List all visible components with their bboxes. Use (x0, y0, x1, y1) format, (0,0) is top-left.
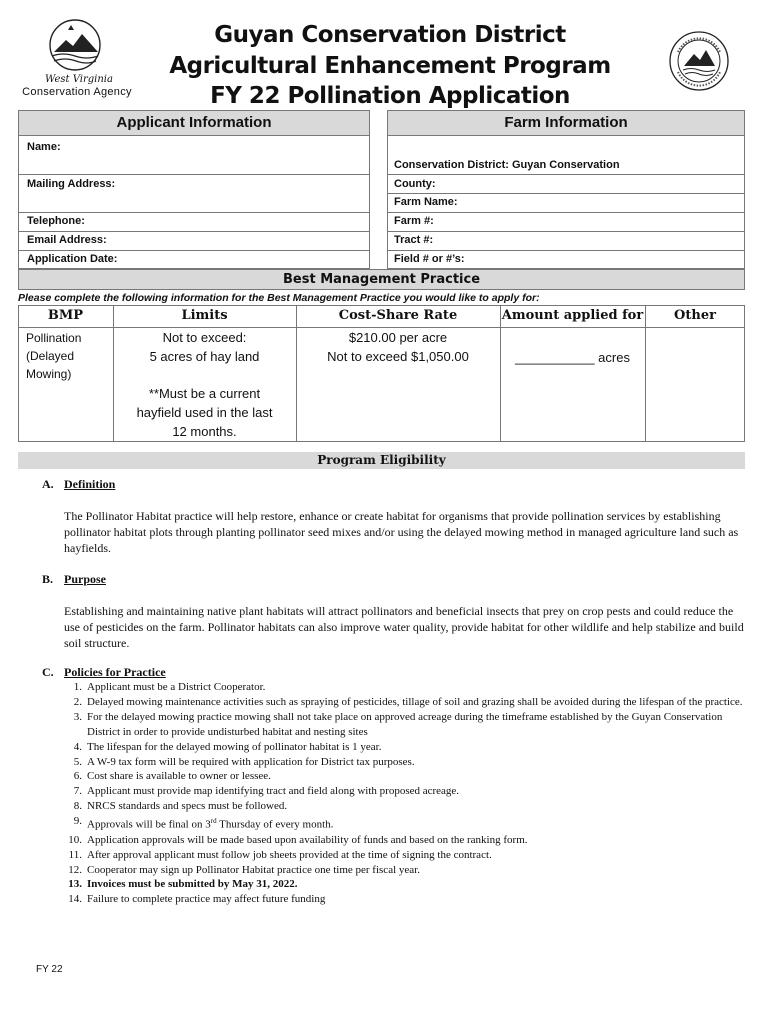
policies-heading (42, 665, 166, 680)
bmp-practice-line3: Mowing) (26, 367, 72, 381)
farm-name-label: Farm Name: (394, 196, 458, 208)
title-line-3: FY 22 Pollination Application (210, 83, 570, 109)
conservation-district-label: Conservation District: Guyan Conservation (394, 159, 620, 171)
policies-letter: C. (42, 665, 54, 679)
limits-cell (113, 328, 296, 441)
farm-number-label: Farm #: (394, 215, 434, 227)
title-line-2: Agricultural Enhancement Program (169, 52, 611, 79)
policy-item: 13. Invoices must be submitted by May 31, 2022. (68, 878, 298, 891)
policy-item: 10. Application approvals will be made based upon availability of funds and based on the ranking form. (68, 833, 528, 846)
bmp-heading: Best Management Practice (18, 269, 745, 290)
application-date-label: Application Date: (27, 253, 118, 265)
rate-line1: $210.00 per acre (348, 330, 448, 345)
col-header-limits: Limits (181, 308, 228, 323)
cost-share-cell (296, 328, 500, 366)
policy-item: 6. Cost share is available to owner or lessee. (73, 770, 271, 783)
rate-line2: Not to exceed $1,050.00 (327, 349, 469, 364)
purpose-letter: B. (42, 572, 54, 586)
policy-item: 11. After approval applicant must follow job sheets provided at the time of signing the contract. (68, 848, 492, 861)
definition-letter: A. (42, 477, 54, 491)
col-header-cost-share: Cost-Share Rate (338, 308, 458, 323)
bmp-instruction: Please complete the following information for the Best Management Practice you would like to apply for: (18, 292, 540, 304)
bmp-practice-line1: Pollination (26, 331, 82, 345)
limits-line1: Not to exceed: (162, 330, 247, 345)
page-title (150, 20, 630, 112)
applicant-info-heading: Applicant Information (18, 110, 370, 136)
telephone-label: Telephone: (27, 215, 85, 227)
title-line-1: Guyan Conservation District (214, 22, 566, 48)
definition-title: Definition (64, 477, 116, 491)
limits-line5: 12 months. (172, 424, 237, 439)
limits-line2: 5 acres of hay land (149, 349, 260, 364)
definition-text: The Pollinator Habitat practice will help restore, enhance or create habitat for organisms that provide pollination services by establishing pollinator habitat plots through planting pollinator seed mixes and/or using the delayed mowing method in managed agriculture land such as hayfields. (64, 509, 739, 555)
policy-item: 4. The lifespan for the delayed mowing of pollinator habitat is 1 year. (73, 740, 382, 753)
policy-item: 1. Applicant must be a District Cooperator. (73, 681, 266, 693)
field-number-label: Field # or #’s: (394, 253, 465, 265)
county-label: County: (394, 178, 436, 190)
agency-logo-line2: Conservation Agency (22, 86, 132, 98)
policy-item: 8. NRCS standards and specs must be followed. (73, 800, 288, 813)
policy-item: 5. A W-9 tax form will be required with application for District tax purposes. (73, 755, 415, 768)
col-header-bmp: BMP (47, 308, 84, 323)
eligibility-heading: Program Eligibility (18, 452, 745, 469)
policy-item: 12. Cooperator may sign up Pollinator Habitat practice one time per fiscal year. (68, 863, 420, 876)
agency-logo-line1: West Virginia (45, 74, 113, 85)
wv-conservation-agency-logo (18, 18, 136, 102)
purpose-title: Purpose (64, 572, 106, 586)
policies-list (60, 680, 750, 907)
agency-seal-icon (18, 18, 136, 76)
definition-heading (42, 477, 115, 492)
limits-line4: hayfield used in the last (136, 405, 273, 420)
col-header-other: Other (674, 308, 716, 323)
footer-label: FY 22 (36, 964, 63, 975)
policies-title: Policies for Practice (64, 665, 166, 679)
tract-number-label: Tract #: (394, 234, 434, 246)
name-label: Name: (27, 141, 61, 153)
policy-item: 14. Failure to complete practice may affect future funding (68, 893, 326, 906)
purpose-text: Establishing and maintaining native plant habitats will attract pollinators and beneficial insects that prey on crop pests and could reduce the use of pesticides on the farm. Pollinator habitats can also improve water quality, provide habitat for other wildlife and help stabilize and build soil structure. (64, 604, 744, 650)
policy-item: 9. Approvals will be final on 3rd Thursday of every month. (73, 815, 334, 831)
policy-item: 2. Delayed mowing maintenance activities such as spraying of pesticides, tillage of soil and grazing shall be avoided during the lifespan of the practice. (73, 695, 743, 708)
policy-item: 7. Applicant must provide map identifying tract and field along with proposed acreage. (73, 785, 460, 798)
district-seal-icon (668, 30, 730, 92)
policy-item: 3. For the delayed mowing practice mowing shall not take place on approved acreage during the timeframe established by the Guyan Conservation District in order to provide undisturbed habitat and nesting sites (73, 710, 723, 738)
amount-applied-field[interactable]: ___________ acres (515, 350, 630, 365)
email-address-label: Email Address: (27, 234, 107, 246)
col-header-amount: Amount applied for (501, 308, 644, 323)
purpose-heading (42, 572, 106, 587)
bmp-practice-line2: (Delayed (26, 349, 75, 363)
farm-info-heading: Farm Information (387, 110, 745, 136)
guyan-district-seal (668, 30, 730, 92)
mailing-address-label: Mailing Address: (27, 178, 116, 190)
bmp-practice-cell (26, 329, 81, 383)
limits-line3: **Must be a current (148, 386, 261, 401)
